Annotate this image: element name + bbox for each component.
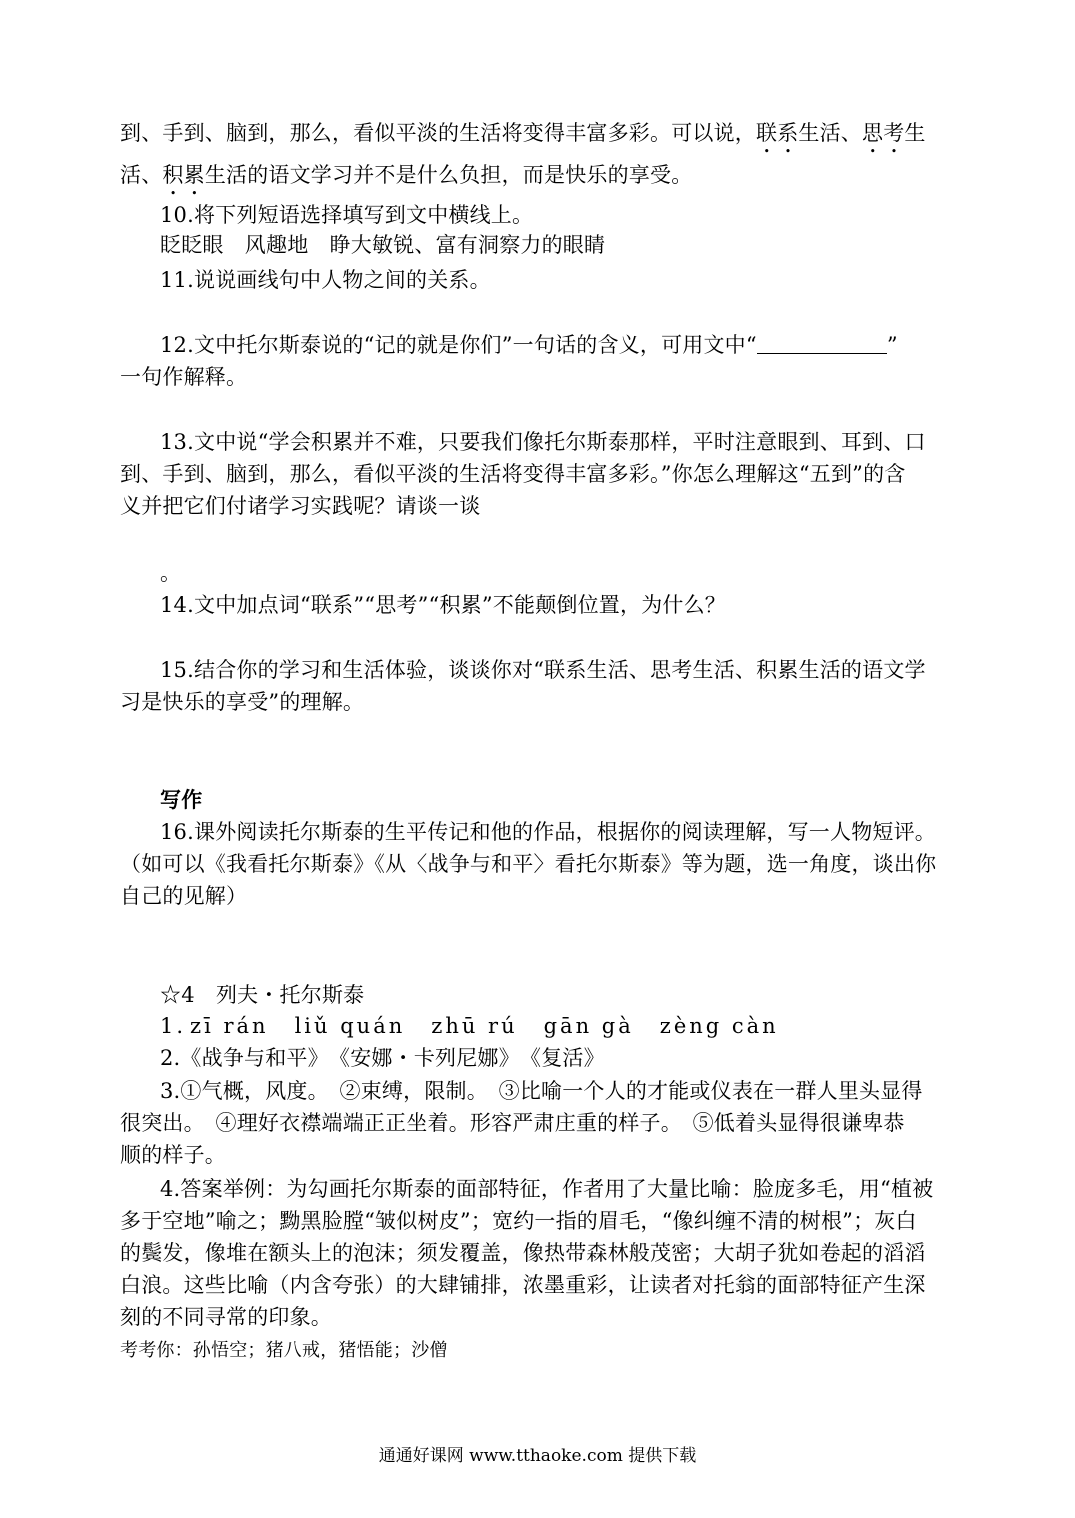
page-footer: 通通好课网 www.tthaoke.com 提供下载 — [378, 1446, 697, 1466]
question-11: 11.说说画线句中人物之间的关系。 — [160, 268, 491, 292]
question-12-text: 12.文中托尔斯泰说的“记的就是你们”一句话的含义，可用文中“ — [160, 333, 757, 357]
question-12-line-2: 一句作解释。 — [120, 365, 248, 389]
question-13-line-2: 到、手到、脑到，那么，看似平淡的生活将变得丰富多彩。”你怎么理解这“五到”的含 — [120, 462, 906, 486]
answer-4-line-3: 的鬓发，像堆在额头上的泡沫；须发覆盖，像热带森林般茂密；大胡子犹如卷起的滔滔 — [120, 1241, 926, 1265]
question-12-text: ” — [886, 333, 898, 357]
dotted-word-sikao: 思考 — [862, 121, 905, 145]
intro-line-1 — [120, 118, 960, 158]
intro-text: 生活、 — [798, 121, 863, 145]
intro-text: 到、手到、脑到，那么，看似平淡的生活将变得丰富多彩。可以说， — [120, 121, 756, 145]
pinyin-item: zhū rú — [431, 1014, 518, 1038]
dotted-word-lianxi: 联系 — [756, 121, 799, 145]
answer-3-line-2: 很突出。 ④理好衣襟端端正正坐着。形容严肃庄重的样子。 ⑤低着头显得很谦卑恭 — [120, 1111, 905, 1135]
question-15-line-2: 习是快乐的享受”的理解。 — [120, 690, 365, 714]
answer-1-prefix: 1. — [160, 1014, 187, 1038]
intro-text: 生活的语文学习并不是什么负担，而是快乐的享受。 — [204, 163, 693, 187]
answer-3-line-1: 3.①气概，风度。 ②束缚，限制。 ③比喻一个人的才能或仪表在一群人里头显得 — [160, 1079, 923, 1103]
question-16-line-1: 16.课外阅读托尔斯泰的生平传记和他的作品，根据你的阅读理解，写一人物短评。 — [160, 820, 936, 844]
question-15-line-1: 15.结合你的学习和生活体验，谈谈你对“联系生活、思考生活、积累生活的语文学 — [160, 658, 926, 682]
answer-4-line-5: 刻的不同寻常的印象。 — [120, 1305, 332, 1329]
intro-text: 生 — [904, 121, 926, 145]
answer-4-line-4: 白浪。这些比喻（内含夸张）的大肆铺排，浓墨重彩，让读者对托翁的面部特征产生深 — [120, 1273, 926, 1297]
question-12-line-1 — [160, 330, 960, 360]
question-13-end: 。 — [160, 561, 182, 585]
answer-4-line-1: 4.答案举例：为勾画托尔斯泰的面部特征，作者用了大量比喻：脸庞多毛，用“植被 — [160, 1177, 934, 1201]
answer-2: 2.《战争与和平》 《安娜・卡列尼娜》 《复活》 — [160, 1046, 605, 1070]
pinyin-item: liǔ quán — [294, 1014, 406, 1038]
answers-title: ☆4 列夫・托尔斯泰 — [160, 983, 365, 1007]
question-13-line-3: 义并把它们付诸学习实践呢？请谈一谈 — [120, 494, 481, 518]
pinyin-item: zèng càn — [659, 1014, 779, 1038]
question-14: 14.文中加点词“联系”“思考”“积累”不能颠倒位置，为什么？ — [160, 593, 727, 617]
intro-text: 活、 — [120, 163, 163, 187]
question-10-options: 眨眨眼 风趣地 睁大敏锐、富有洞察力的眼睛 — [160, 233, 606, 257]
question-16-line-2: （如可以《我看托尔斯泰》《从〈战争与和平〉看托尔斯泰》等为题，选一角度，谈出你 — [120, 852, 937, 876]
question-16-line-3: 自己的见解） — [120, 884, 248, 908]
question-13-line-1: 13.文中说“学会积累并不难，只要我们像托尔斯泰那样，平时注意眼到、耳到、口 — [160, 430, 926, 454]
writing-heading: 写作 — [160, 787, 203, 812]
dotted-word-jilei: 积累 — [162, 163, 205, 187]
answer-1 — [160, 1011, 960, 1041]
answer-3-line-3: 顺的样子。 — [120, 1143, 226, 1167]
pinyin-item: gān gà — [543, 1014, 634, 1038]
kaokao-ni: 考考你：孙悟空；猪八戒，猪悟能；沙僧 — [120, 1340, 448, 1361]
answer-blank[interactable] — [757, 333, 887, 354]
pinyin-item: zī rán — [190, 1014, 269, 1038]
answer-4-line-2: 多于空地”喻之；黝黑脸膛“皱似树皮”；宽约一指的眉毛，“像纠缠不清的树根”；灰白 — [120, 1209, 917, 1233]
question-10: 10.将下列短语选择填写到文中横线上。 — [160, 203, 534, 227]
intro-line-2 — [120, 160, 960, 200]
